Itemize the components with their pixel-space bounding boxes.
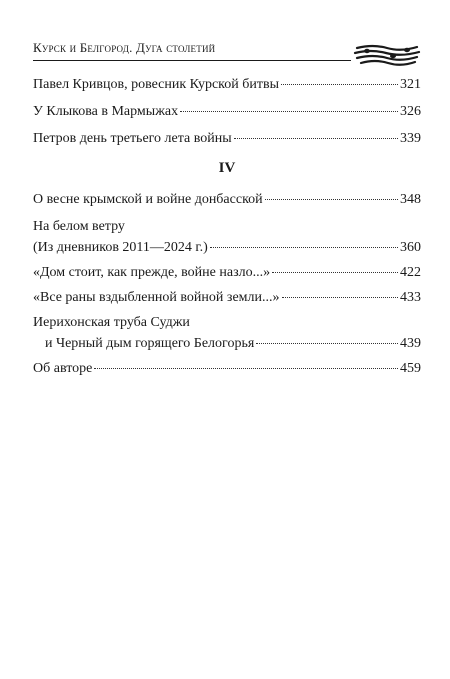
toc-entry bbox=[33, 101, 421, 122]
dot-leader bbox=[94, 368, 398, 369]
toc-entry bbox=[33, 189, 421, 210]
table-of-contents bbox=[33, 74, 421, 379]
running-head-title: Курск и Белгород. Дуга столетий bbox=[33, 40, 216, 55]
toc-entry bbox=[33, 216, 421, 258]
toc-entry-subtitle: (Из дневников 2011—2024 г.) bbox=[33, 240, 208, 255]
music-staff-ornament-icon bbox=[353, 42, 421, 66]
toc-entry bbox=[33, 287, 421, 308]
toc-page-number: 439 bbox=[400, 336, 421, 351]
toc-entry-title: О весне крымской и войне донбасской bbox=[33, 192, 263, 207]
toc-page-number: 360 bbox=[400, 240, 421, 255]
toc-entry bbox=[33, 262, 421, 283]
header-rule bbox=[33, 60, 351, 61]
dot-leader bbox=[210, 247, 398, 248]
dot-leader bbox=[256, 343, 398, 344]
toc-page-number: 348 bbox=[400, 192, 421, 207]
dot-leader bbox=[234, 138, 398, 139]
toc-entry bbox=[33, 74, 421, 95]
toc-page-number: 339 bbox=[400, 131, 421, 146]
dot-leader bbox=[281, 84, 398, 85]
dot-leader bbox=[180, 111, 398, 112]
toc-page-number: 433 bbox=[400, 290, 421, 305]
toc-page-number: 422 bbox=[400, 265, 421, 280]
toc-entry-title: Иерихонская труба Суджи bbox=[33, 315, 190, 330]
toc-entry-title: На белом ветру bbox=[33, 219, 125, 234]
dot-leader bbox=[265, 199, 398, 200]
toc-entry-title: У Клыкова в Мармыжах bbox=[33, 104, 179, 119]
dot-leader bbox=[272, 272, 398, 273]
toc-entry-title: «Дом стоит, как прежде, войне назло...» bbox=[33, 265, 271, 280]
part-heading: IV bbox=[218, 160, 236, 176]
toc-entry bbox=[33, 128, 421, 149]
toc-entry bbox=[33, 312, 421, 354]
toc-page-number: 326 bbox=[400, 104, 421, 119]
running-head bbox=[33, 38, 421, 68]
toc-entry bbox=[33, 358, 421, 379]
toc-entry-title: Петров день третьего лета войны bbox=[33, 131, 232, 146]
toc-page-number: 321 bbox=[400, 77, 421, 92]
dot-leader bbox=[282, 297, 399, 298]
toc-entry-title: «Все раны вздыбленной войной земли...» bbox=[33, 290, 280, 305]
toc-entry-subtitle: и Черный дым горящего Белогорья bbox=[45, 336, 255, 351]
toc-entry-title: Павел Кривцов, ровесник Курской битвы bbox=[33, 77, 280, 92]
toc-entry-title: Об авторе bbox=[33, 361, 93, 376]
toc-page-number: 459 bbox=[400, 361, 421, 376]
